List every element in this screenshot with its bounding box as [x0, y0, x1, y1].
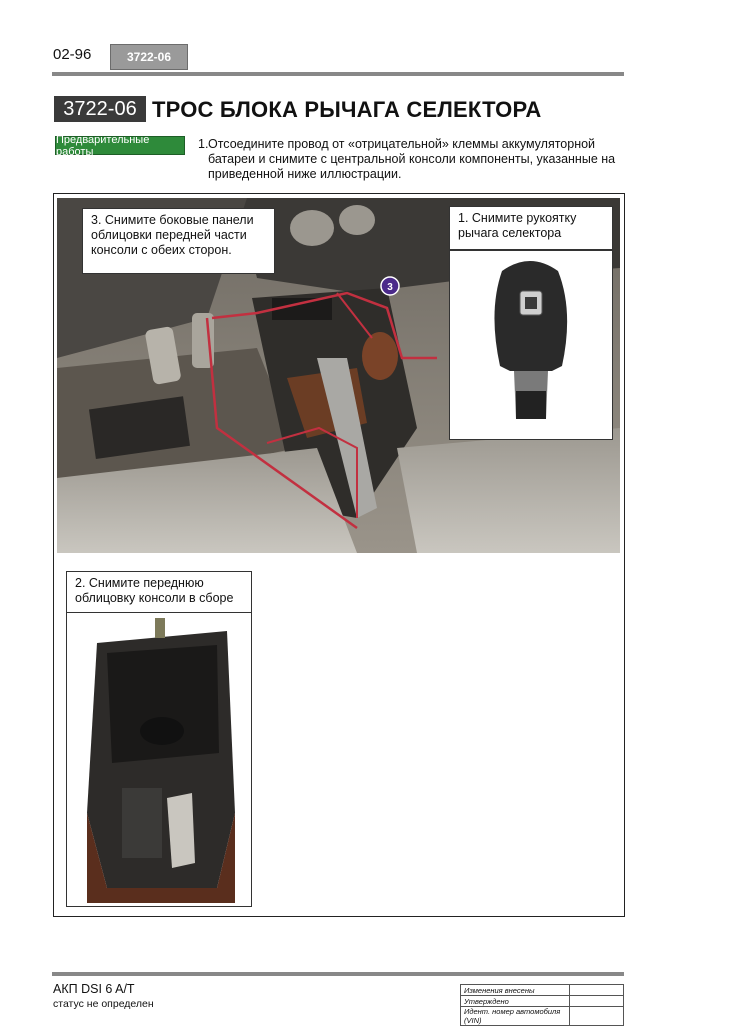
- shift-knob-image: [449, 250, 613, 440]
- revision-label: Идент. номер автомобиля (VIN): [461, 1007, 570, 1026]
- step-number: 1.: [198, 137, 209, 151]
- revision-row: [461, 1007, 624, 1026]
- preliminary-works-label: Предварительные работы: [55, 136, 185, 155]
- callout-step-2: 2. Снимите переднюю облицовку консоли в сборе: [66, 571, 252, 613]
- revision-value: [570, 1007, 624, 1026]
- console-trim-image: [66, 612, 252, 907]
- page-title: ТРОС БЛОКА РЫЧАГА СЕЛЕКТОРА: [152, 97, 542, 122]
- section-badge: 3722-06: [54, 96, 146, 122]
- revision-value: [570, 985, 624, 996]
- header-rule: [52, 72, 624, 76]
- revision-row: [461, 985, 624, 996]
- footer-status: статус не определен: [53, 998, 154, 1010]
- section-badge-sub: S G N: [86, 90, 113, 96]
- callout-step-1: 1. Снимите рукоятку рычага селектора: [449, 206, 613, 250]
- footer-rule: [52, 972, 624, 976]
- step-text: Отсоедините провод от «отрицательной» клеммы аккумуляторной батареи и снимите с центральной консоли компоненты, указанные на приведенной ниже иллюстрации.: [208, 137, 616, 181]
- footer-model: АКП DSI 6 A/T: [53, 982, 135, 996]
- page-number: 02-96: [53, 46, 92, 63]
- section-tab: 3722-06: [110, 44, 188, 70]
- revision-label: Изменения внесены: [461, 985, 570, 996]
- revision-value: [570, 996, 624, 1007]
- revision-row: [461, 996, 624, 1007]
- revision-label: Утверждено: [461, 996, 570, 1007]
- callout-step-3: 3. Снимите боковые панели облицовки передней части консоли с обеих сторон.: [82, 208, 275, 274]
- revision-table: [460, 984, 624, 1026]
- callout-marker-3: 3: [387, 282, 393, 293]
